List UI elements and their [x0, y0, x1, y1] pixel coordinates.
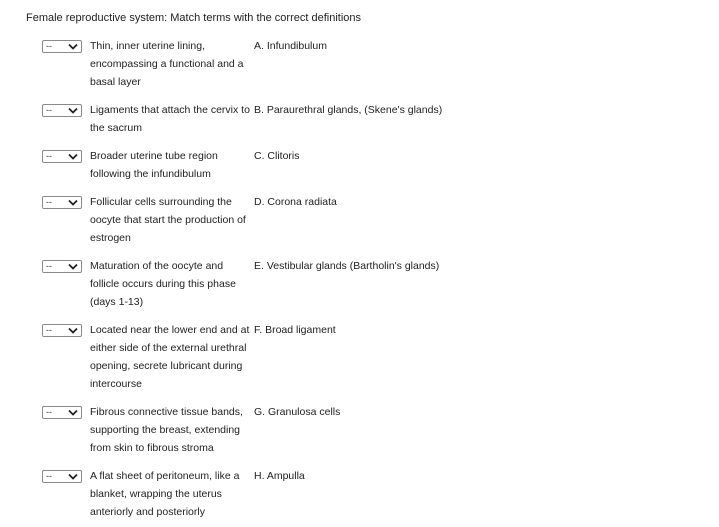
select-value: --: [46, 151, 52, 161]
select-value: --: [46, 325, 52, 335]
option-text: D. Corona radiata: [254, 196, 337, 208]
option-text: E. Vestibular glands (Bartholin's glands): [254, 260, 440, 272]
chevron-down-icon: [68, 409, 78, 417]
term-text: Located near the lower end and at either side of the external urethral opening, secrete lubricant during intercourse: [90, 324, 250, 390]
chevron-down-icon: [68, 107, 78, 115]
chevron-down-icon: [68, 263, 78, 271]
chevron-down-icon: [68, 153, 78, 161]
option-text: A. Infundibulum: [254, 40, 327, 52]
option-text: C. Clitoris: [254, 150, 300, 162]
select-value: --: [46, 41, 52, 51]
option-text: H. Ampulla: [254, 470, 305, 482]
select-value: --: [46, 261, 52, 271]
answer-select[interactable]: [42, 470, 82, 483]
term-text: Thin, inner uterine lining, encompassing a functional and a basal layer: [90, 40, 244, 88]
answer-select[interactable]: [42, 40, 82, 53]
chevron-down-icon: [68, 473, 78, 481]
term-text: Broader uterine tube region following the infundibulum: [90, 150, 218, 180]
option-text: B. Paraurethral glands, (Skene's glands): [254, 104, 443, 116]
term-text: Fibrous connective tissue bands, supporting the breast, extending from skin to fibrous stroma: [90, 406, 243, 454]
chevron-down-icon: [68, 43, 78, 51]
answer-select[interactable]: [42, 104, 82, 117]
select-value: --: [46, 471, 52, 481]
answer-select[interactable]: [42, 260, 82, 273]
option-text: F. Broad ligament: [254, 324, 336, 336]
answer-select[interactable]: [42, 196, 82, 209]
question-title: Female reproductive system: Match terms with the correct definitions: [26, 12, 362, 24]
answer-select[interactable]: [42, 324, 82, 337]
answer-select[interactable]: [42, 150, 82, 163]
select-value: --: [46, 407, 52, 417]
select-value: --: [46, 105, 52, 115]
term-text: Maturation of the oocyte and follicle occurs during this phase (days 1-13): [90, 260, 236, 308]
answer-select[interactable]: [42, 406, 82, 419]
term-text: A flat sheet of peritoneum, like a blanket, wrapping the uterus anteriorly and posteriorly: [90, 470, 240, 518]
select-value: --: [46, 197, 52, 207]
term-text: Ligaments that attach the cervix to the sacrum: [90, 104, 250, 134]
term-text: Follicular cells surrounding the oocyte that start the production of estrogen: [90, 196, 246, 244]
chevron-down-icon: [68, 199, 78, 207]
chevron-down-icon: [68, 327, 78, 335]
option-text: G. Granulosa cells: [254, 406, 341, 418]
